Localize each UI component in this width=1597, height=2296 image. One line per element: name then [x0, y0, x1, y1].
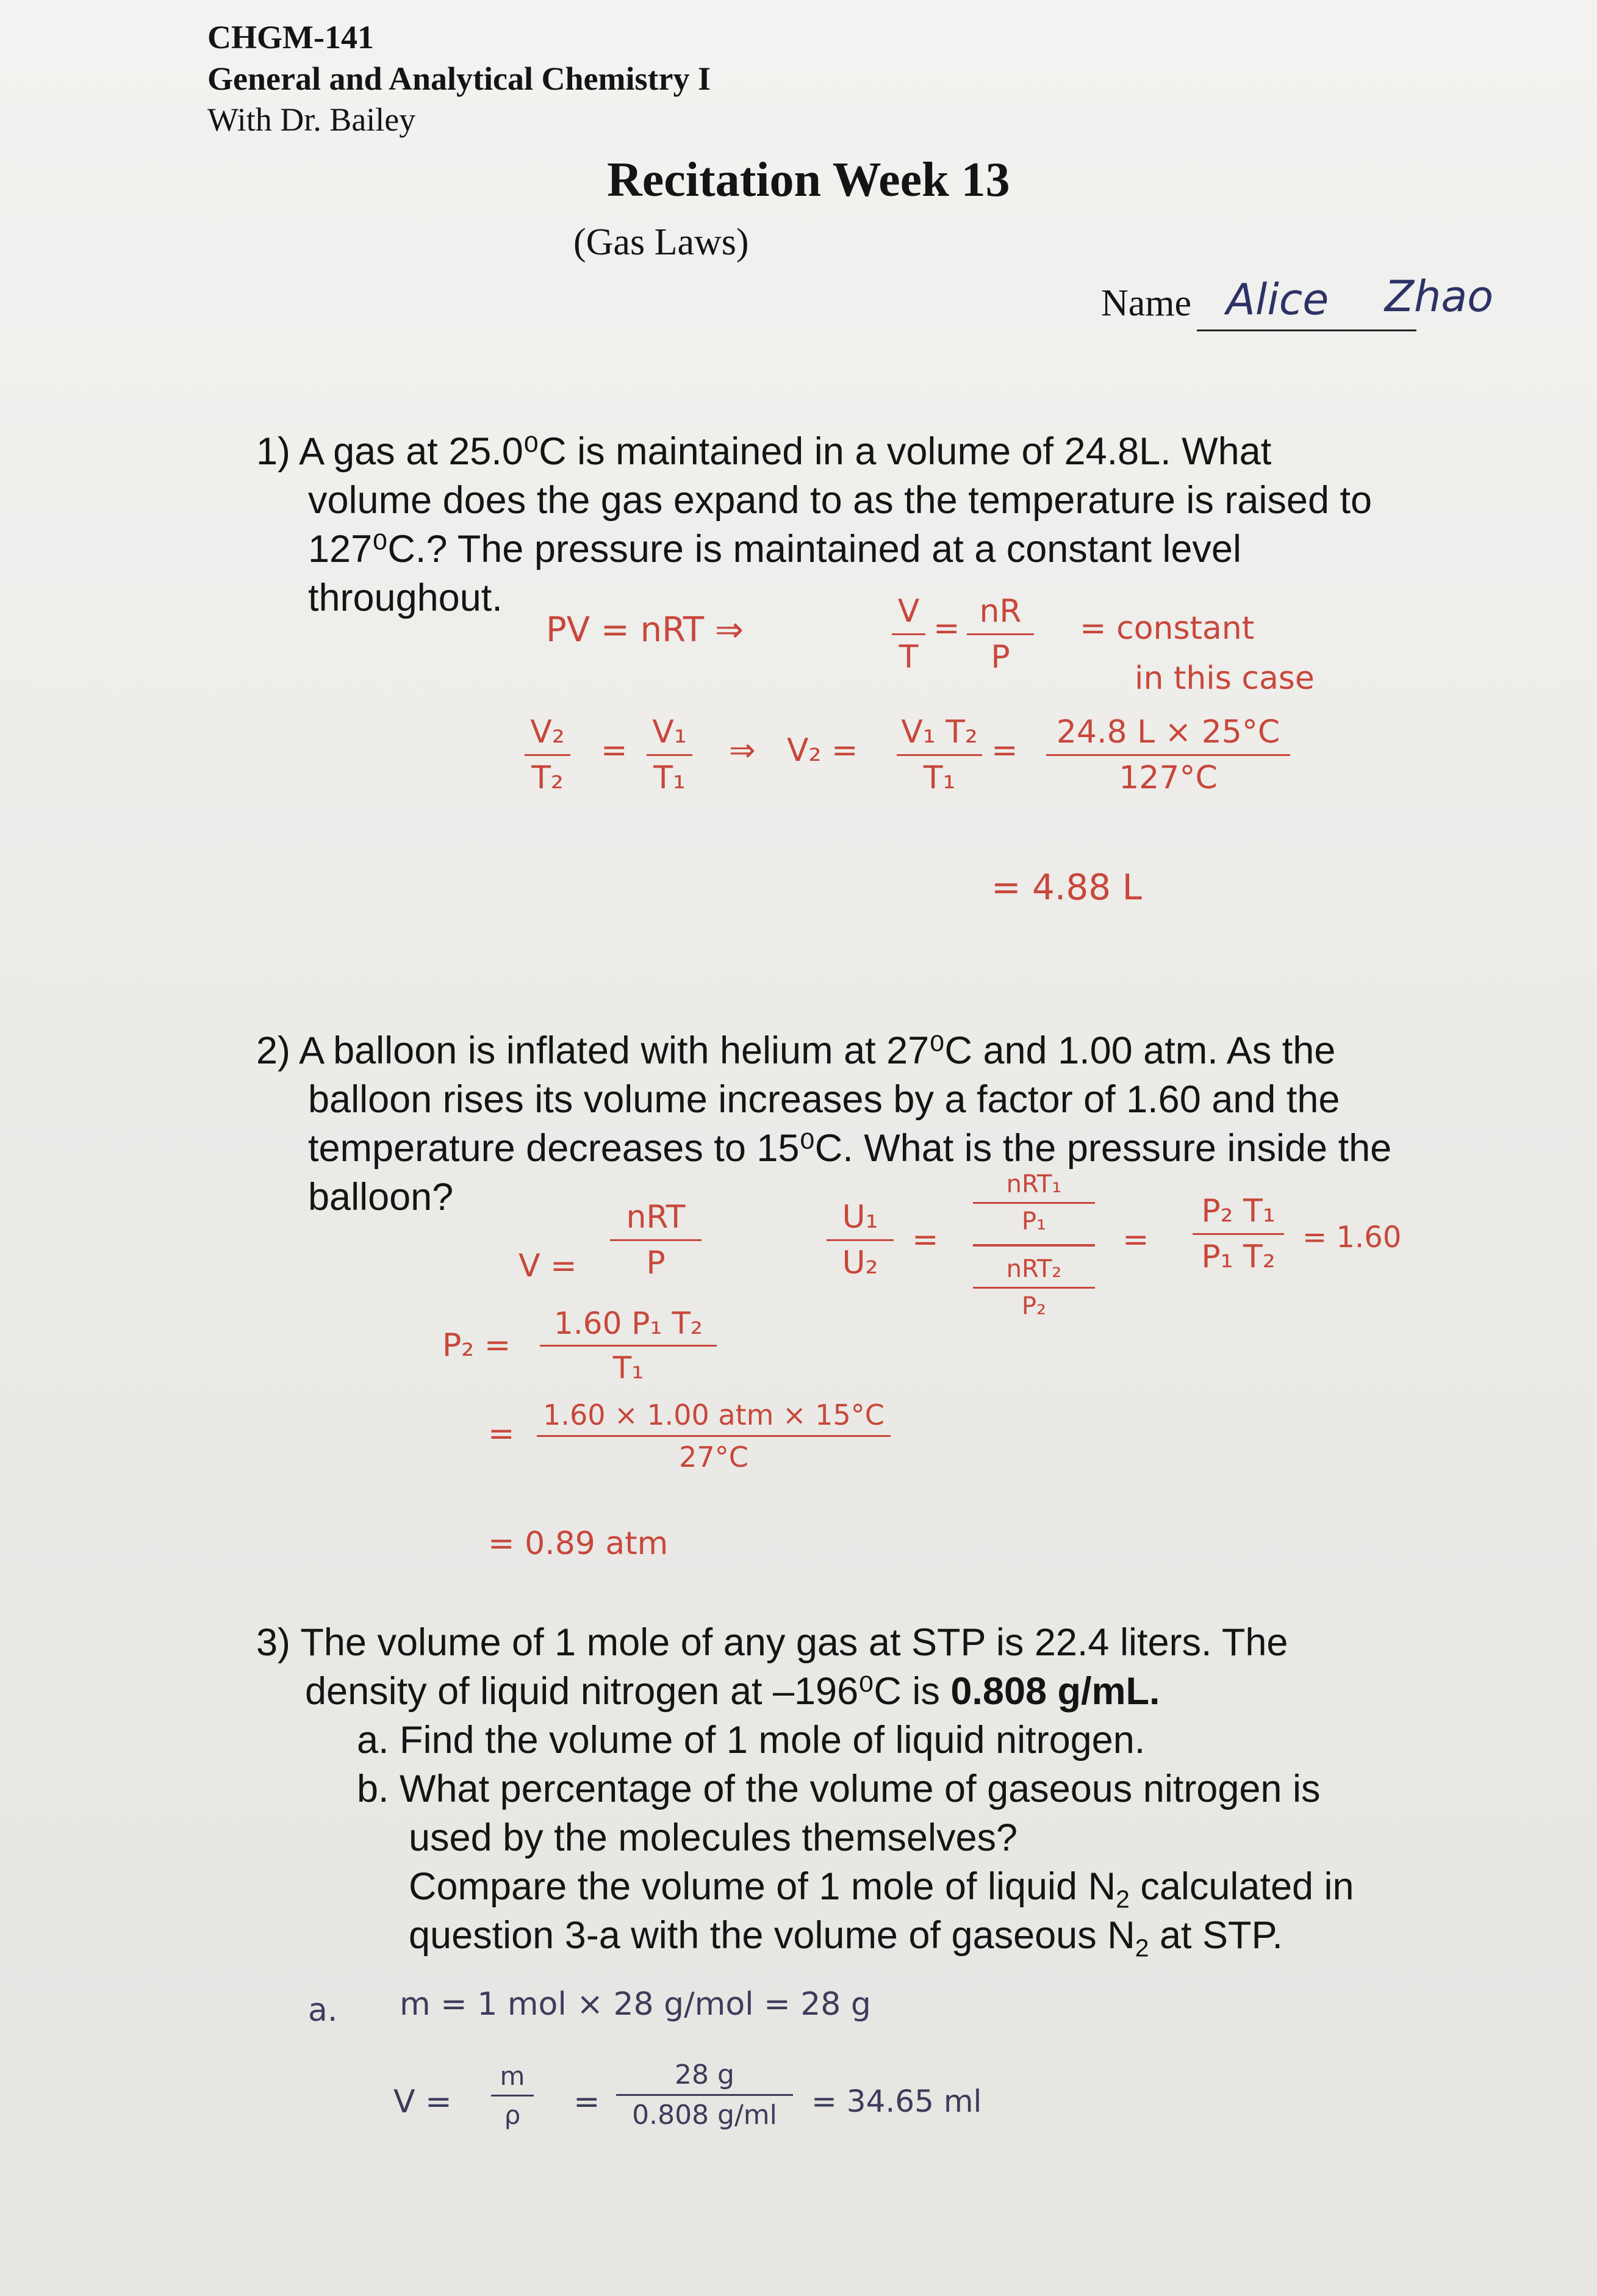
- q1-t1: T₁: [653, 760, 686, 796]
- question-2-number: 2): [256, 1029, 291, 1072]
- q3-v-equals: V =: [393, 2084, 452, 2120]
- q2-equals: =: [488, 1416, 515, 1452]
- question-2: [256, 1026, 1391, 1222]
- q3-mass-line: m = 1 mol × 28 g/mol = 28 g: [400, 1986, 871, 2023]
- question-1-line: volume does the gas expand to as the temperature is raised to: [308, 479, 1373, 522]
- question-3a: a. Find the volume of 1 mole of liquid nitrogen.: [357, 1719, 1146, 1762]
- q2-v-equals: V =: [519, 1248, 577, 1284]
- course-code: CHGM-141: [207, 19, 374, 56]
- q1-v: V: [897, 593, 920, 630]
- course-name: General and Analytical Chemistry I: [207, 60, 711, 97]
- q3-equals: =: [573, 2084, 600, 2120]
- q1-t1: T₁: [923, 760, 956, 796]
- subscript: 2: [1116, 1885, 1130, 1913]
- q2-sub-denominator: 27°C: [679, 1441, 748, 1474]
- question-2-line: balloon?: [308, 1176, 454, 1218]
- q1-t2: T₂: [531, 760, 564, 796]
- question-3b-line: [256, 1862, 1354, 1911]
- q2-nrt1: nRT₁: [1006, 1170, 1062, 1198]
- student-last-name: Zhao: [1385, 272, 1494, 322]
- question-3b-line: [256, 1911, 1354, 1960]
- question-3c-text: calculated in: [1129, 1865, 1354, 1908]
- q3-part-label: a.: [308, 1992, 338, 2029]
- q2-p2: P₂: [1021, 1292, 1047, 1320]
- name-underline: [1197, 329, 1416, 331]
- q2-result: = 0.89 atm: [488, 1525, 669, 1562]
- q1-v2-equals: V₂ =: [787, 732, 858, 769]
- q2-p1: P₁: [1021, 1207, 1047, 1236]
- q2-factor: = 1.60: [1302, 1220, 1402, 1254]
- q2-equals: =: [912, 1222, 939, 1258]
- density-value: 0.808 g/mL.: [950, 1670, 1160, 1713]
- question-1-line: throughout.: [308, 577, 503, 619]
- question-3-line: [256, 1667, 1354, 1716]
- question-2-line: balloon rises its volume increases by a factor of 1.60 and the: [308, 1078, 1340, 1121]
- question-2-line: temperature decreases to 15⁰C. What is the pressure inside the: [308, 1127, 1392, 1170]
- question-3-number: 3): [256, 1621, 291, 1664]
- q3-result: = 34.65 ml: [811, 2084, 982, 2119]
- page-subtitle: (Gas Laws): [573, 221, 749, 263]
- q1-equals: =: [991, 732, 1018, 769]
- q2-complex-fraction: [973, 1170, 1095, 1320]
- student-first-name: Alice: [1226, 275, 1329, 325]
- q1-implies: ⇒: [729, 732, 756, 769]
- q1-nr-over-p: [967, 593, 1034, 675]
- question-3b-line: used by the molecules themselves?: [409, 1816, 1018, 1859]
- q2-u1: U₁: [842, 1199, 878, 1236]
- q2-nrt-over-p: [610, 1199, 702, 1281]
- q3-m: m: [500, 2061, 525, 2091]
- q2-nrt: nRT: [626, 1199, 686, 1236]
- q2-formula-numerator: 1.60 P₁ T₂: [554, 1306, 703, 1341]
- q1-result: = 4.88 L: [991, 866, 1142, 908]
- q2-sub-numerator: 1.60 × 1.00 atm × 15°C: [543, 1398, 885, 1431]
- question-1-line: A gas at 25.0⁰C is maintained in a volume of 24.8L. What: [299, 430, 1272, 473]
- q1-v2-over-t2: [525, 714, 570, 796]
- q1-t: T: [899, 639, 919, 675]
- q3-rho: ρ: [504, 2100, 521, 2130]
- question-3: [256, 1618, 1354, 1960]
- question-3-line-text: density of liquid nitrogen at –196⁰C is: [305, 1670, 951, 1713]
- question-3b: b. What percentage of the volume of gaseous nitrogen is: [357, 1768, 1321, 1810]
- q2-formula: [540, 1306, 717, 1386]
- question-3-line: The volume of 1 mole of any gas at STP is 22.4 liters. The: [300, 1621, 1288, 1664]
- q1-constant: = constant: [1080, 610, 1255, 647]
- question-3c-text: question 3-a with the volume of gaseous N: [409, 1914, 1135, 1957]
- q1-nr: nR: [979, 593, 1022, 630]
- question-1: [256, 427, 1372, 622]
- q3-sub-numerator: 28 g: [675, 2059, 734, 2090]
- q2-substitution: [537, 1398, 891, 1474]
- q1-in-this-case: in this case: [1135, 660, 1315, 697]
- q1-p: P: [991, 639, 1010, 675]
- q2-nrt2: nRT₂: [1006, 1255, 1062, 1283]
- question-3c-text: at STP.: [1149, 1914, 1283, 1957]
- page-title: Recitation Week 13: [607, 153, 1010, 207]
- q2-p2-equals: P₂ =: [442, 1327, 511, 1364]
- q1-v1t2-over-t1: [897, 714, 982, 796]
- q1-v1-over-t1: [647, 714, 692, 796]
- q3-m-over-rho: [491, 2061, 534, 2130]
- q2-formula-denominator: T₁: [612, 1350, 644, 1386]
- question-3c-text: Compare the volume of 1 mole of liquid N: [409, 1865, 1116, 1908]
- q2-equals: =: [1122, 1222, 1149, 1258]
- instructor: With Dr. Bailey: [207, 101, 416, 138]
- q1-sub-numerator: 24.8 L × 25°C: [1056, 714, 1280, 750]
- q1-ideal-gas-law: PV = nRT ⇒: [546, 610, 744, 650]
- q2-p2t1: P₂ T₁: [1201, 1193, 1276, 1229]
- q2-u1-over-u2: [827, 1199, 894, 1281]
- q1-v1: V₁: [652, 714, 687, 750]
- question-2-line: A balloon is inflated with helium at 27⁰C and 1.00 atm. As the: [299, 1029, 1336, 1072]
- subscript: 2: [1135, 1934, 1149, 1962]
- q1-sub-denominator: 127°C: [1119, 760, 1218, 796]
- q1-substitution: [1046, 714, 1290, 796]
- q2-p1t2: P₁ T₂: [1201, 1239, 1276, 1275]
- q1-equals: =: [601, 732, 628, 769]
- question-1-line: 127⁰C.? The pressure is maintained at a constant level: [308, 528, 1241, 570]
- q1-v-over-t: [892, 593, 925, 675]
- q2-p2t1-over-p1t2: [1193, 1193, 1284, 1275]
- q3-sub-denominator: 0.808 g/ml: [632, 2100, 777, 2131]
- q2-p: P: [646, 1245, 666, 1281]
- question-1-number: 1): [256, 430, 291, 473]
- q1-equals: =: [933, 610, 960, 647]
- q3-substitution: [616, 2059, 793, 2131]
- q1-v2: V₂: [530, 714, 565, 750]
- q2-u2: U₂: [842, 1245, 878, 1281]
- name-label: Name: [1101, 283, 1192, 324]
- q1-v1t2: V₁ T₂: [901, 714, 978, 750]
